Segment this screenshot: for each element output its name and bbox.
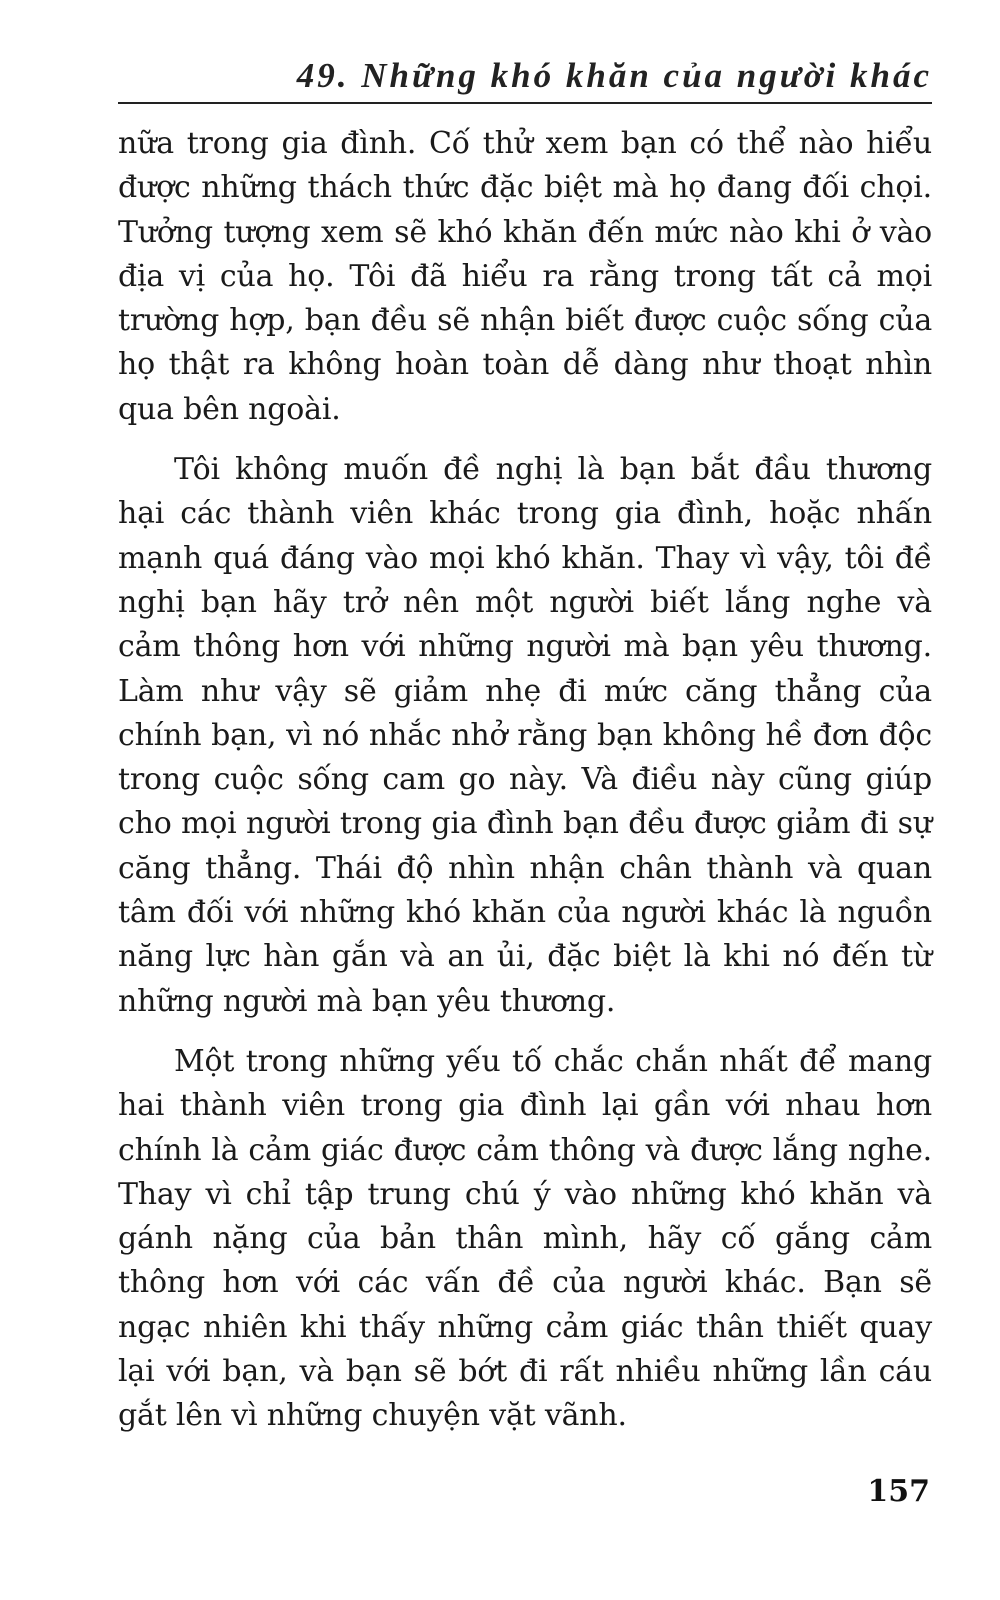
running-header bbox=[118, 58, 932, 104]
body-text bbox=[118, 122, 932, 1439]
chapter-title: 49. Những khó khăn của người khác bbox=[296, 56, 932, 95]
paragraph-continued: nữa trong gia đình. Cố thử xem bạn có thể nào hiểu được những thách thức đặc biệt mà họ đang đối chọi. Tưởng tượng xem sẽ khó khăn đến mức nào khi ở vào địa vị của họ. Tôi đã hiểu ra rằng trong tất cả mọi trường hợp, bạn đều sẽ nhận biết được cuộc sống của họ thật ra không hoàn toàn dễ dàng như thoạt nhìn qua bên ngoài. bbox=[118, 126, 932, 427]
page-number: 157 bbox=[867, 1474, 930, 1509]
paragraph: Tôi không muốn đề nghị là bạn bắt đầu thương hại các thành viên khác trong gia đình, hoặc nhấn mạnh quá đáng vào mọi khó khăn. Thay vì vậy, tôi đề nghị bạn hãy trở nên một người biết lắng nghe và cảm thông hơn với những người mà bạn yêu thương. Làm như vậy sẽ giảm nhẹ đi mức căng thẳng của chính bạn, vì nó nhắc nhở rằng bạn không hề đơn độc trong cuộc sống cam go này. Và điều này cũng giúp cho mọi người trong gia đình bạn đều được giảm đi sự căng thẳng. Thái độ nhìn nhận chân thành và quan tâm đối với những khó khăn của người khác là nguồn năng lực hàn gắn và an ủi, đặc biệt là khi nó đến từ những người mà bạn yêu thương. bbox=[118, 452, 932, 1019]
paragraph: Một trong những yếu tố chắc chắn nhất để mang hai thành viên trong gia đình lại gần với nhau hơn chính là cảm giác được cảm thông và được lắng nghe. Thay vì chỉ tập trung chú ý vào những khó khăn và gánh nặng của bản thân mình, hãy cố gắng cảm thông hơn với các vấn đề của người khác. Bạn sẽ ngạc nhiên khi thấy những cảm giác thân thiết quay lại với bạn, và bạn sẽ bớt đi rất nhiều những lần cáu gắt lên vì những chuyện vặt vãnh. bbox=[118, 1043, 932, 1434]
